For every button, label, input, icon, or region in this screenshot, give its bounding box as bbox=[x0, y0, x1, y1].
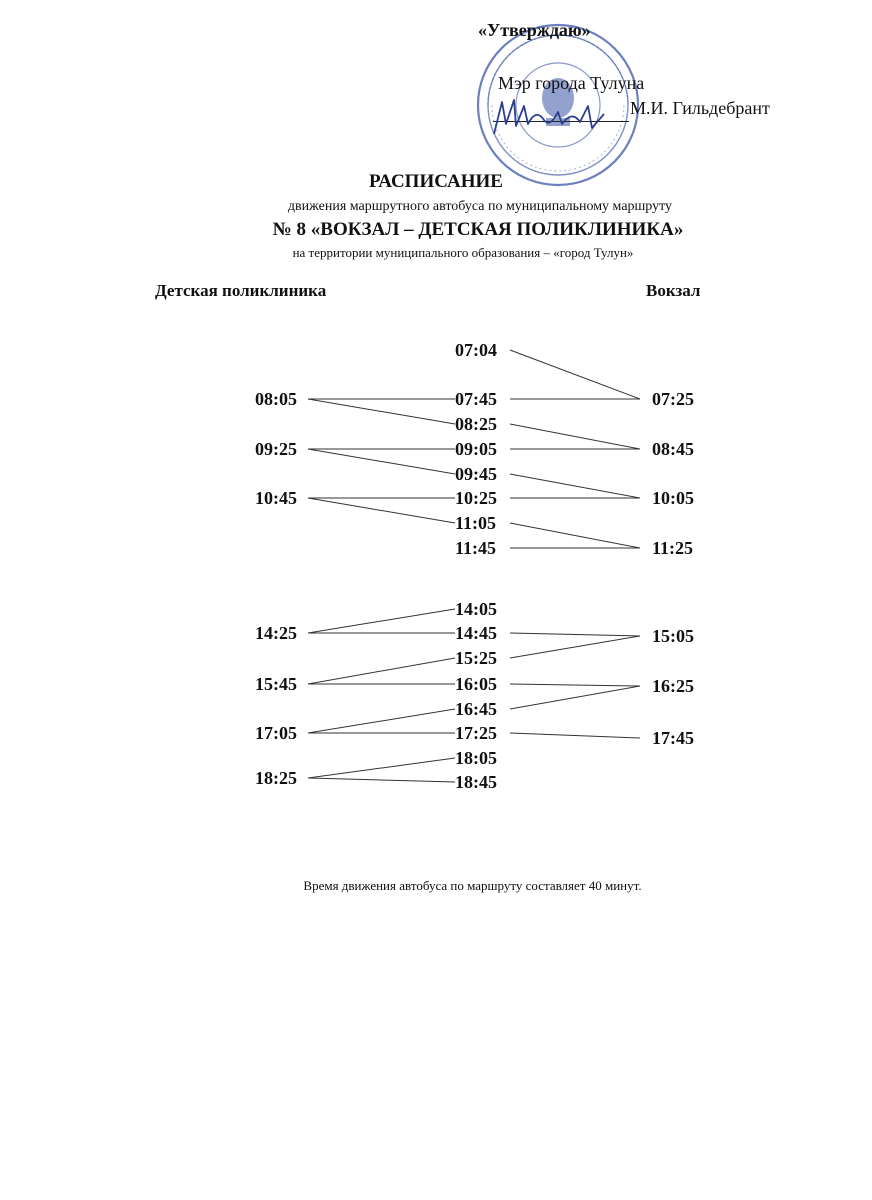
middle-time: 18:45 bbox=[455, 772, 497, 792]
travel-time-note: Время движения автобуса по маршруту составляет 40 минут. bbox=[303, 878, 642, 893]
middle-time: 15:25 bbox=[455, 648, 497, 668]
connector-line bbox=[308, 498, 455, 523]
middle-time: 14:45 bbox=[455, 623, 497, 643]
connector-line bbox=[308, 709, 455, 733]
connector-line bbox=[510, 633, 640, 636]
middle-time: 17:25 bbox=[455, 723, 497, 743]
connector-line bbox=[308, 758, 455, 778]
middle-time: 11:05 bbox=[455, 513, 497, 533]
right-time: 07:25 bbox=[652, 389, 694, 409]
right-time: 15:05 bbox=[652, 626, 694, 646]
connector-line bbox=[510, 733, 640, 738]
route-title: № 8 «ВОКЗАЛ – ДЕТСКАЯ ПОЛИКЛИНИКА» bbox=[272, 219, 684, 240]
left-time: 17:05 bbox=[255, 723, 297, 743]
middle-time: 09:45 bbox=[455, 464, 497, 484]
connector-line bbox=[510, 424, 640, 449]
connector-line bbox=[308, 609, 455, 633]
middle-time: 14:05 bbox=[455, 599, 497, 619]
right-time: 17:45 bbox=[652, 728, 694, 748]
middle-time: 09:05 bbox=[455, 439, 497, 459]
connector-line bbox=[308, 658, 455, 684]
right-time: 08:45 bbox=[652, 439, 694, 459]
left-time: 18:25 bbox=[255, 768, 297, 788]
left-time: 08:05 bbox=[255, 389, 297, 409]
middle-time: 08:25 bbox=[455, 414, 497, 434]
connector-line bbox=[308, 399, 455, 424]
connector-line bbox=[510, 636, 640, 658]
left-time: 10:45 bbox=[255, 488, 297, 508]
connector-line bbox=[308, 449, 455, 474]
connector-line bbox=[510, 350, 640, 399]
approval-name: М.И. Гильдебрант bbox=[630, 98, 770, 118]
connector-line bbox=[510, 684, 640, 686]
stop-left-name: Детская поликлиника bbox=[155, 281, 327, 300]
middle-time: 16:05 bbox=[455, 674, 497, 694]
right-time: 10:05 bbox=[652, 488, 694, 508]
left-time: 15:45 bbox=[255, 674, 297, 694]
approval-title: «Утверждаю» bbox=[478, 20, 591, 40]
left-time: 09:25 bbox=[255, 439, 297, 459]
middle-time: 18:05 bbox=[455, 748, 497, 768]
connector-line bbox=[510, 686, 640, 709]
middle-time: 07:04 bbox=[455, 340, 497, 360]
left-time: 14:25 bbox=[255, 623, 297, 643]
approval-position: Мэр города Тулуна bbox=[498, 73, 645, 93]
document-title: РАСПИСАНИЕ bbox=[369, 171, 503, 192]
right-time: 11:25 bbox=[652, 538, 694, 558]
middle-time: 07:45 bbox=[455, 389, 497, 409]
stop-right-name: Вокзал bbox=[646, 281, 701, 300]
connector-line bbox=[510, 474, 640, 498]
connector-line bbox=[308, 778, 455, 782]
document-subtitle: движения маршрутного автобуса по муниципальному маршруту bbox=[287, 199, 673, 214]
connector-line bbox=[510, 523, 640, 548]
middle-time: 10:25 bbox=[455, 488, 497, 508]
territory-line: на территории муниципального образования – «город Тулун» bbox=[292, 245, 634, 260]
middle-time: 11:45 bbox=[455, 538, 497, 558]
middle-time: 16:45 bbox=[455, 699, 497, 719]
right-time: 16:25 bbox=[652, 676, 694, 696]
